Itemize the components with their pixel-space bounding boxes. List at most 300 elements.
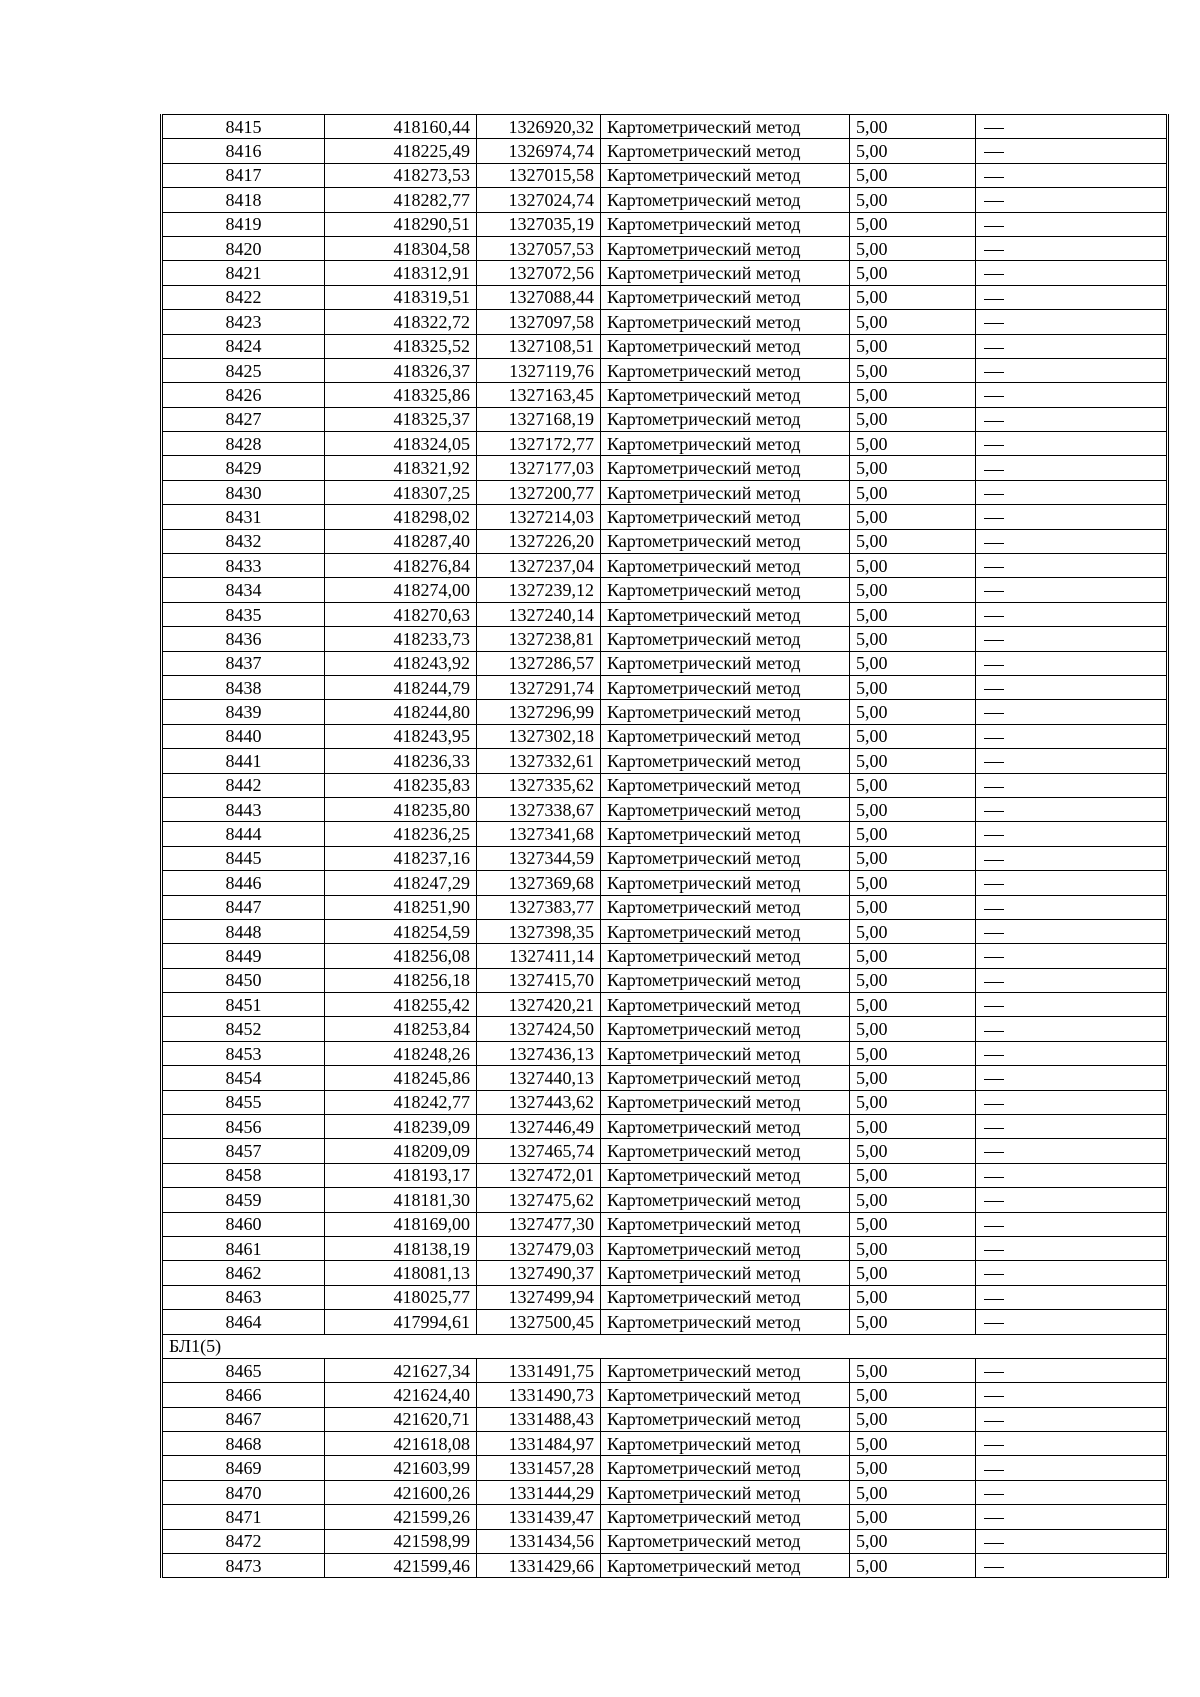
- table-row: [162, 1505, 1168, 1529]
- dash-mark: [984, 274, 1004, 275]
- point-number-cell: 8424: [162, 334, 325, 358]
- accuracy-cell: 5,00: [850, 749, 976, 773]
- note-cell: [976, 1529, 1168, 1553]
- accuracy-cell: 5,00: [850, 1456, 976, 1480]
- x-coordinate-cell: 418243,95: [325, 724, 477, 748]
- accuracy-cell: 5,00: [850, 432, 976, 456]
- method-cell: Картометрический метод: [601, 139, 850, 163]
- note-cell: [976, 358, 1168, 382]
- point-number-cell: 8445: [162, 846, 325, 870]
- accuracy-cell: 5,00: [850, 1066, 976, 1090]
- table-row: [162, 1480, 1168, 1504]
- table-row: [162, 383, 1168, 407]
- table-row: [162, 115, 1168, 139]
- dash-mark: [984, 1055, 1004, 1056]
- table-row: [162, 797, 1168, 821]
- accuracy-cell: 5,00: [850, 358, 976, 382]
- x-coordinate-cell: 418282,77: [325, 188, 477, 212]
- table-row: [162, 773, 1168, 797]
- method-cell: Картометрический метод: [601, 700, 850, 724]
- table-row: [162, 432, 1168, 456]
- accuracy-cell: 5,00: [850, 1163, 976, 1187]
- method-cell: Картометрический метод: [601, 797, 850, 821]
- accuracy-cell: 5,00: [850, 1358, 976, 1382]
- x-coordinate-cell: 418326,37: [325, 358, 477, 382]
- accuracy-cell: 5,00: [850, 1310, 976, 1334]
- dash-mark: [984, 128, 1004, 129]
- method-cell: Картометрический метод: [601, 432, 850, 456]
- accuracy-cell: 5,00: [850, 944, 976, 968]
- note-cell: [976, 1383, 1168, 1407]
- point-number-cell: 8461: [162, 1236, 325, 1260]
- note-cell: [976, 188, 1168, 212]
- accuracy-cell: 5,00: [850, 846, 976, 870]
- table-row: [162, 651, 1168, 675]
- y-coordinate-cell: 1331488,43: [477, 1407, 601, 1431]
- x-coordinate-cell: 418235,83: [325, 773, 477, 797]
- y-coordinate-cell: 1327420,21: [477, 993, 601, 1017]
- dash-mark: [984, 738, 1004, 739]
- point-number-cell: 8463: [162, 1285, 325, 1309]
- dash-mark: [984, 152, 1004, 153]
- dash-mark: [984, 1543, 1004, 1544]
- note-cell: [976, 1236, 1168, 1260]
- x-coordinate-cell: 418290,51: [325, 212, 477, 236]
- x-coordinate-cell: 418244,80: [325, 700, 477, 724]
- accuracy-cell: 5,00: [850, 1212, 976, 1236]
- accuracy-cell: 5,00: [850, 1139, 976, 1163]
- dash-mark: [984, 1372, 1004, 1373]
- point-number-cell: 8473: [162, 1554, 325, 1578]
- table-row: [162, 1041, 1168, 1065]
- table-row: [162, 700, 1168, 724]
- x-coordinate-cell: 418209,09: [325, 1139, 477, 1163]
- coordinates-table: [160, 114, 1169, 1578]
- method-cell: Картометрический метод: [601, 334, 850, 358]
- method-cell: Картометрический метод: [601, 407, 850, 431]
- note-cell: [976, 334, 1168, 358]
- point-number-cell: 8431: [162, 505, 325, 529]
- dash-mark: [984, 1567, 1004, 1568]
- point-number-cell: 8459: [162, 1188, 325, 1212]
- table-row: [162, 1139, 1168, 1163]
- accuracy-cell: 5,00: [850, 871, 976, 895]
- table-row: [162, 163, 1168, 187]
- x-coordinate-cell: 418254,59: [325, 919, 477, 943]
- y-coordinate-cell: 1327472,01: [477, 1163, 601, 1187]
- x-coordinate-cell: 418255,42: [325, 993, 477, 1017]
- accuracy-cell: 5,00: [850, 1115, 976, 1139]
- method-cell: Картометрический метод: [601, 675, 850, 699]
- point-number-cell: 8433: [162, 554, 325, 578]
- table-row: [162, 1212, 1168, 1236]
- note-cell: [976, 310, 1168, 334]
- table-row: [162, 188, 1168, 212]
- table-row: [162, 1554, 1168, 1578]
- note-cell: [976, 1188, 1168, 1212]
- accuracy-cell: 5,00: [850, 163, 976, 187]
- note-cell: [976, 1285, 1168, 1309]
- note-cell: [976, 993, 1168, 1017]
- table-row: [162, 1017, 1168, 1041]
- y-coordinate-cell: 1326974,74: [477, 139, 601, 163]
- dash-mark: [984, 665, 1004, 666]
- note-cell: [976, 212, 1168, 236]
- method-cell: Картометрический метод: [601, 554, 850, 578]
- table-row: [162, 602, 1168, 626]
- method-cell: Картометрический метод: [601, 1163, 850, 1187]
- accuracy-cell: 5,00: [850, 1090, 976, 1114]
- y-coordinate-cell: 1327424,50: [477, 1017, 601, 1041]
- note-cell: [976, 944, 1168, 968]
- dash-mark: [984, 787, 1004, 788]
- dash-mark: [984, 1396, 1004, 1397]
- x-coordinate-cell: 418245,86: [325, 1066, 477, 1090]
- table-row: [162, 627, 1168, 651]
- y-coordinate-cell: 1327332,61: [477, 749, 601, 773]
- point-number-cell: 8427: [162, 407, 325, 431]
- method-cell: Картометрический метод: [601, 651, 850, 675]
- table-row: [162, 1090, 1168, 1114]
- y-coordinate-cell: 1327411,14: [477, 944, 601, 968]
- note-cell: [976, 1358, 1168, 1382]
- accuracy-cell: 5,00: [850, 993, 976, 1017]
- x-coordinate-cell: 421599,26: [325, 1505, 477, 1529]
- x-coordinate-cell: 418287,40: [325, 529, 477, 553]
- note-cell: [976, 724, 1168, 748]
- x-coordinate-cell: 418319,51: [325, 285, 477, 309]
- dash-mark: [984, 445, 1004, 446]
- y-coordinate-cell: 1331429,66: [477, 1554, 601, 1578]
- point-number-cell: 8439: [162, 700, 325, 724]
- dash-mark: [984, 1152, 1004, 1153]
- dash-mark: [984, 1128, 1004, 1129]
- dash-mark: [984, 470, 1004, 471]
- dash-mark: [984, 201, 1004, 202]
- accuracy-cell: 5,00: [850, 1041, 976, 1065]
- x-coordinate-cell: 418276,84: [325, 554, 477, 578]
- point-number-cell: 8421: [162, 261, 325, 285]
- method-cell: Картометрический метод: [601, 1529, 850, 1553]
- accuracy-cell: 5,00: [850, 651, 976, 675]
- y-coordinate-cell: 1327286,57: [477, 651, 601, 675]
- point-number-cell: 8417: [162, 163, 325, 187]
- point-number-cell: 8437: [162, 651, 325, 675]
- accuracy-cell: 5,00: [850, 212, 976, 236]
- accuracy-cell: 5,00: [850, 1017, 976, 1041]
- method-cell: Картометрический метод: [601, 163, 850, 187]
- coordinates-table-body: [162, 115, 1168, 1578]
- y-coordinate-cell: 1327163,45: [477, 383, 601, 407]
- point-number-cell: 8442: [162, 773, 325, 797]
- x-coordinate-cell: 418239,09: [325, 1115, 477, 1139]
- table-row: [162, 1115, 1168, 1139]
- dash-mark: [984, 1079, 1004, 1080]
- x-coordinate-cell: 418325,52: [325, 334, 477, 358]
- point-number-cell: 8458: [162, 1163, 325, 1187]
- y-coordinate-cell: 1327057,53: [477, 236, 601, 260]
- point-number-cell: 8415: [162, 115, 325, 139]
- method-cell: Картометрический метод: [601, 1480, 850, 1504]
- method-cell: Картометрический метод: [601, 822, 850, 846]
- method-cell: Картометрический метод: [601, 456, 850, 480]
- dash-mark: [984, 1518, 1004, 1519]
- note-cell: [976, 383, 1168, 407]
- note-cell: [976, 456, 1168, 480]
- table-row: [162, 1456, 1168, 1480]
- note-cell: [976, 822, 1168, 846]
- method-cell: Картометрический метод: [601, 1066, 850, 1090]
- x-coordinate-cell: 418193,17: [325, 1163, 477, 1187]
- method-cell: Картометрический метод: [601, 236, 850, 260]
- method-cell: Картометрический метод: [601, 188, 850, 212]
- dash-mark: [984, 762, 1004, 763]
- method-cell: Картометрический метод: [601, 480, 850, 504]
- note-cell: [976, 115, 1168, 139]
- y-coordinate-cell: 1327341,68: [477, 822, 601, 846]
- note-cell: [976, 1115, 1168, 1139]
- x-coordinate-cell: 418256,08: [325, 944, 477, 968]
- note-cell: [976, 797, 1168, 821]
- point-number-cell: 8436: [162, 627, 325, 651]
- table-row: [162, 1285, 1168, 1309]
- method-cell: Картометрический метод: [601, 919, 850, 943]
- x-coordinate-cell: 418248,26: [325, 1041, 477, 1065]
- method-cell: Картометрический метод: [601, 1456, 850, 1480]
- note-cell: [976, 407, 1168, 431]
- point-number-cell: 8428: [162, 432, 325, 456]
- dash-mark: [984, 860, 1004, 861]
- y-coordinate-cell: 1327369,68: [477, 871, 601, 895]
- y-coordinate-cell: 1331434,56: [477, 1529, 601, 1553]
- y-coordinate-cell: 1327024,74: [477, 188, 601, 212]
- point-number-cell: 8418: [162, 188, 325, 212]
- y-coordinate-cell: 1327172,77: [477, 432, 601, 456]
- method-cell: Картометрический метод: [601, 383, 850, 407]
- y-coordinate-cell: 1327015,58: [477, 163, 601, 187]
- note-cell: [976, 871, 1168, 895]
- point-number-cell: 8457: [162, 1139, 325, 1163]
- note-cell: [976, 1261, 1168, 1285]
- note-cell: [976, 1432, 1168, 1456]
- x-coordinate-cell: 418181,30: [325, 1188, 477, 1212]
- x-coordinate-cell: 418025,77: [325, 1285, 477, 1309]
- dash-mark: [984, 640, 1004, 641]
- dash-mark: [984, 177, 1004, 178]
- dash-mark: [984, 1201, 1004, 1202]
- table-row: [162, 480, 1168, 504]
- table-row: [162, 1261, 1168, 1285]
- method-cell: Картометрический метод: [601, 944, 850, 968]
- x-coordinate-cell: 421627,34: [325, 1358, 477, 1382]
- dash-mark: [984, 982, 1004, 983]
- y-coordinate-cell: 1327296,99: [477, 700, 601, 724]
- method-cell: Картометрический метод: [601, 1115, 850, 1139]
- point-number-cell: 8464: [162, 1310, 325, 1334]
- point-number-cell: 8430: [162, 480, 325, 504]
- method-cell: Картометрический метод: [601, 529, 850, 553]
- y-coordinate-cell: 1331457,28: [477, 1456, 601, 1480]
- method-cell: Картометрический метод: [601, 1188, 850, 1212]
- method-cell: Картометрический метод: [601, 1285, 850, 1309]
- accuracy-cell: 5,00: [850, 480, 976, 504]
- table-row: [162, 212, 1168, 236]
- table-row: [162, 944, 1168, 968]
- y-coordinate-cell: 1326920,32: [477, 115, 601, 139]
- accuracy-cell: 5,00: [850, 1432, 976, 1456]
- table-row: [162, 139, 1168, 163]
- x-coordinate-cell: 418242,77: [325, 1090, 477, 1114]
- dash-mark: [984, 1494, 1004, 1495]
- note-cell: [976, 895, 1168, 919]
- dash-mark: [984, 1006, 1004, 1007]
- accuracy-cell: 5,00: [850, 505, 976, 529]
- table-row: [162, 1432, 1168, 1456]
- point-number-cell: 8441: [162, 749, 325, 773]
- accuracy-cell: 5,00: [850, 919, 976, 943]
- x-coordinate-cell: 421618,08: [325, 1432, 477, 1456]
- point-number-cell: 8455: [162, 1090, 325, 1114]
- x-coordinate-cell: 421603,99: [325, 1456, 477, 1480]
- point-number-cell: 8449: [162, 944, 325, 968]
- y-coordinate-cell: 1327200,77: [477, 480, 601, 504]
- point-number-cell: 8471: [162, 1505, 325, 1529]
- accuracy-cell: 5,00: [850, 139, 976, 163]
- point-number-cell: 8456: [162, 1115, 325, 1139]
- y-coordinate-cell: 1327383,77: [477, 895, 601, 919]
- dash-mark: [984, 1250, 1004, 1251]
- dash-mark: [984, 250, 1004, 251]
- dash-mark: [984, 421, 1004, 422]
- point-number-cell: 8423: [162, 310, 325, 334]
- point-number-cell: 8452: [162, 1017, 325, 1041]
- point-number-cell: 8467: [162, 1407, 325, 1431]
- table-row: [162, 675, 1168, 699]
- method-cell: Картометрический метод: [601, 578, 850, 602]
- x-coordinate-cell: 418270,63: [325, 602, 477, 626]
- x-coordinate-cell: 418233,73: [325, 627, 477, 651]
- method-cell: Картометрический метод: [601, 1017, 850, 1041]
- x-coordinate-cell: 418325,86: [325, 383, 477, 407]
- y-coordinate-cell: 1327177,03: [477, 456, 601, 480]
- y-coordinate-cell: 1327475,62: [477, 1188, 601, 1212]
- accuracy-cell: 5,00: [850, 700, 976, 724]
- point-number-cell: 8448: [162, 919, 325, 943]
- point-number-cell: 8434: [162, 578, 325, 602]
- note-cell: [976, 700, 1168, 724]
- note-cell: [976, 1554, 1168, 1578]
- dash-mark: [984, 396, 1004, 397]
- note-cell: [976, 1163, 1168, 1187]
- x-coordinate-cell: 418169,00: [325, 1212, 477, 1236]
- table-row: [162, 529, 1168, 553]
- y-coordinate-cell: 1327302,18: [477, 724, 601, 748]
- y-coordinate-cell: 1327168,19: [477, 407, 601, 431]
- method-cell: Картометрический метод: [601, 261, 850, 285]
- y-coordinate-cell: 1331439,47: [477, 1505, 601, 1529]
- method-cell: Картометрический метод: [601, 968, 850, 992]
- point-number-cell: 8466: [162, 1383, 325, 1407]
- y-coordinate-cell: 1327214,03: [477, 505, 601, 529]
- note-cell: [976, 529, 1168, 553]
- x-coordinate-cell: 418138,19: [325, 1236, 477, 1260]
- method-cell: Картометрический метод: [601, 1432, 850, 1456]
- x-coordinate-cell: 418298,02: [325, 505, 477, 529]
- x-coordinate-cell: 418081,13: [325, 1261, 477, 1285]
- section-row: [162, 1334, 1168, 1358]
- dash-mark: [984, 591, 1004, 592]
- method-cell: Картометрический метод: [601, 627, 850, 651]
- note-cell: [976, 554, 1168, 578]
- note-cell: [976, 505, 1168, 529]
- note-cell: [976, 139, 1168, 163]
- y-coordinate-cell: 1327097,58: [477, 310, 601, 334]
- x-coordinate-cell: 421598,99: [325, 1529, 477, 1553]
- table-row: [162, 895, 1168, 919]
- dash-mark: [984, 689, 1004, 690]
- accuracy-cell: 5,00: [850, 115, 976, 139]
- point-number-cell: 8435: [162, 602, 325, 626]
- method-cell: Картометрический метод: [601, 1383, 850, 1407]
- note-cell: [976, 1310, 1168, 1334]
- method-cell: Картометрический метод: [601, 846, 850, 870]
- table-row: [162, 358, 1168, 382]
- method-cell: Картометрический метод: [601, 1554, 850, 1578]
- point-number-cell: 8425: [162, 358, 325, 382]
- x-coordinate-cell: 418243,92: [325, 651, 477, 675]
- dash-mark: [984, 518, 1004, 519]
- table-row: [162, 407, 1168, 431]
- point-number-cell: 8451: [162, 993, 325, 1017]
- table-row: [162, 578, 1168, 602]
- x-coordinate-cell: 418307,25: [325, 480, 477, 504]
- method-cell: Картометрический метод: [601, 724, 850, 748]
- method-cell: Картометрический метод: [601, 871, 850, 895]
- note-cell: [976, 1090, 1168, 1114]
- accuracy-cell: 5,00: [850, 1480, 976, 1504]
- dash-mark: [984, 884, 1004, 885]
- table-row: [162, 1383, 1168, 1407]
- point-number-cell: 8444: [162, 822, 325, 846]
- method-cell: Картометрический метод: [601, 1505, 850, 1529]
- y-coordinate-cell: 1327072,56: [477, 261, 601, 285]
- document-page: [160, 114, 1166, 1578]
- accuracy-cell: 5,00: [850, 1407, 976, 1431]
- x-coordinate-cell: 418274,00: [325, 578, 477, 602]
- accuracy-cell: 5,00: [850, 334, 976, 358]
- point-number-cell: 8447: [162, 895, 325, 919]
- point-number-cell: 8416: [162, 139, 325, 163]
- accuracy-cell: 5,00: [850, 529, 976, 553]
- method-cell: Картометрический метод: [601, 212, 850, 236]
- y-coordinate-cell: 1327344,59: [477, 846, 601, 870]
- x-coordinate-cell: 418253,84: [325, 1017, 477, 1041]
- y-coordinate-cell: 1331490,73: [477, 1383, 601, 1407]
- y-coordinate-cell: 1327398,35: [477, 919, 601, 943]
- note-cell: [976, 1407, 1168, 1431]
- note-cell: [976, 285, 1168, 309]
- note-cell: [976, 1212, 1168, 1236]
- y-coordinate-cell: 1327239,12: [477, 578, 601, 602]
- accuracy-cell: 5,00: [850, 188, 976, 212]
- y-coordinate-cell: 1327465,74: [477, 1139, 601, 1163]
- method-cell: Картометрический метод: [601, 285, 850, 309]
- dash-mark: [984, 1031, 1004, 1032]
- note-cell: [976, 1456, 1168, 1480]
- table-row: [162, 1188, 1168, 1212]
- dash-mark: [984, 226, 1004, 227]
- note-cell: [976, 163, 1168, 187]
